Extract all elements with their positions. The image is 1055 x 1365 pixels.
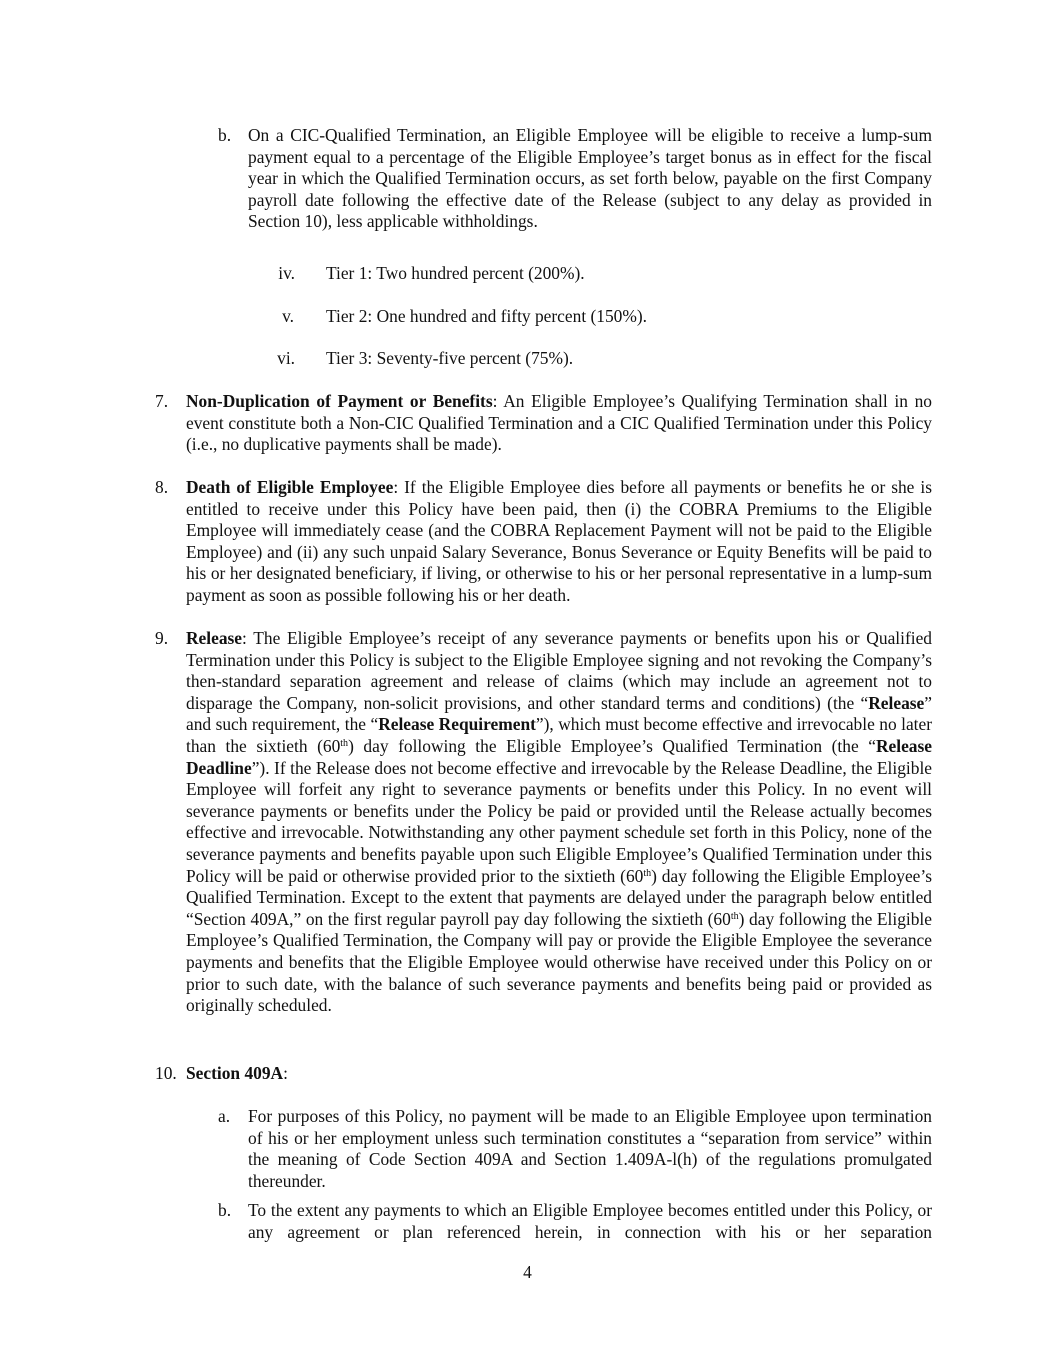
- section-9-paragraph: [186, 628, 932, 1017]
- section-10-a-marker: a.: [218, 1106, 231, 1126]
- section-8-paragraph: [186, 477, 932, 607]
- ordinal-suffix: th: [730, 910, 739, 922]
- section-10-heading: Section 409A: [186, 1063, 284, 1083]
- section-9-text-2: ” and such requirement, the “: [186, 692, 932, 735]
- section-9-number: 9.: [155, 628, 169, 648]
- section-10-b-marker: b.: [218, 1200, 232, 1220]
- section-9-text-3: ”), which must become effective and irrevocable no later than the sixtieth (60: [186, 714, 932, 756]
- tier-3-text: Tier 3: Seventy-five percent (75%).: [326, 348, 574, 368]
- section-9-heading: Release: [186, 628, 243, 648]
- section-10-a-text: For purposes of this Policy, no payment will be made to an Eligible Employee upon termination of his or her employment unless such termination constitutes a “separation from service” within the meaning of Code Section 409A and Section 1.409A-l(h) of the regulations promulgated thereunder.: [248, 1106, 932, 1191]
- section-7-paragraph: [186, 391, 932, 456]
- page-number: 4: [523, 1262, 532, 1282]
- tier-1-text: Tier 1: Two hundred percent (200%).: [326, 263, 585, 283]
- section-8-heading: Death of Eligible Employee: [186, 477, 394, 497]
- section-10-b-text: To the extent any payments to which an Eligible Employee becomes entitled under this Policy, or any agreement or plan referenced herein, in connection with his or her separation: [248, 1200, 932, 1242]
- section-9-text-7: ) day following the Eligible Employee’s Qualified Termination, the Company will pay or provide the Eligible Employee the severance payments and benefits that the Eligible Employee would otherwise have received under this Policy on or prior to such date, with the balance of such severance payments and benefits being paid or provided as originally scheduled.: [186, 908, 932, 1016]
- ordinal-suffix: th: [643, 867, 652, 879]
- section-10-heading-line: [186, 1063, 288, 1085]
- section-9-text-4: ) day following the Eligible Employee’s Qualified Termination (the “: [348, 735, 876, 756]
- tier-3-marker: vi.: [277, 348, 295, 368]
- tier-2-text: Tier 2: One hundred and fifty percent (150%).: [326, 306, 647, 326]
- defined-term-release: Release: [868, 692, 925, 713]
- section-8-number: 8.: [155, 477, 169, 497]
- section-7-text: : An Eligible Employee’s Qualifying Termination shall in no event constitute both a Non-CIC Qualified Termination and a CIC Qualified Termination under this Policy (i.e., no duplicative payments shall be made).: [186, 391, 932, 455]
- subsection-b-marker: b.: [218, 125, 232, 145]
- defined-term-release-deadline: Release Deadline: [186, 735, 932, 778]
- section-10-colon: :: [283, 1063, 288, 1083]
- defined-term-release-requirement: Release Requirement: [378, 714, 536, 735]
- subsection-b-text: On a CIC-Qualified Termination, an Eligible Employee will be eligible to receive a lump-sum payment equal to a percentage of the Eligible Employee’s target bonus as in effect for the fiscal year in which the Qualified Termination occurs, as set forth below, payable on the first Company payroll date following the effective date of the Release (subject to any delay as provided in Section 10), less applicable withholdings.: [248, 125, 932, 232]
- section-10-number: 10.: [155, 1063, 177, 1083]
- section-9-text-5: ”). If the Release does not become effective and irrevocable by the Release Deadline, the Eligible Employee will forfeit any right to severance payments or benefits under this Policy. In no event will severance payments or benefits under the Policy be paid or provided until the Release actually becomes effective and irrevocable. Notwithstanding any other payment schedule set forth in this Policy, none of the severance payments and benefits payable upon such Eligible Employee’s Qualified Termination under this Policy will be paid or otherwise provided prior to the sixtieth (60: [186, 757, 932, 886]
- section-9-text-6: ) day following the Eligible Employee’s Qualified Termination. Except to the extent that payments are delayed under the paragraph below entitled “Section 409A,” on the first regular payroll pay day following the sixtieth (60: [186, 865, 932, 929]
- tier-2-marker: v.: [282, 306, 294, 326]
- section-7-heading: Non-Duplication of Payment or Benefits: [186, 391, 493, 411]
- section-8-text: : If the Eligible Employee dies before all payments or benefits he or she is entitled to receive under this Policy have been paid, then (i) the COBRA Premiums to the Eligible Employee will immediately cease (and the COBRA Replacement Payment will not be paid to the Eligible Employee) and (ii) any such unpaid Salary Severance, Bonus Severance or Equity Benefits will be paid to his or her designated beneficiary, if living, or otherwise to his or her personal representative in a lump-sum payment as soon as possible following his or her death.: [186, 477, 932, 605]
- tier-1-marker: iv.: [278, 263, 295, 283]
- ordinal-suffix: th: [340, 737, 349, 749]
- section-9-text-1: : The Eligible Employee’s receipt of any severance payments or benefits upon his or Qualified Termination under this Policy is subject to the Eligible Employee signing and not revoking the Company’s then-standard separation agreement and release of claims (which may include an agreement not to disparage the Company, non-solicit provisions, and other standard terms and conditions) (the “: [186, 628, 932, 713]
- section-7-number: 7.: [155, 391, 169, 411]
